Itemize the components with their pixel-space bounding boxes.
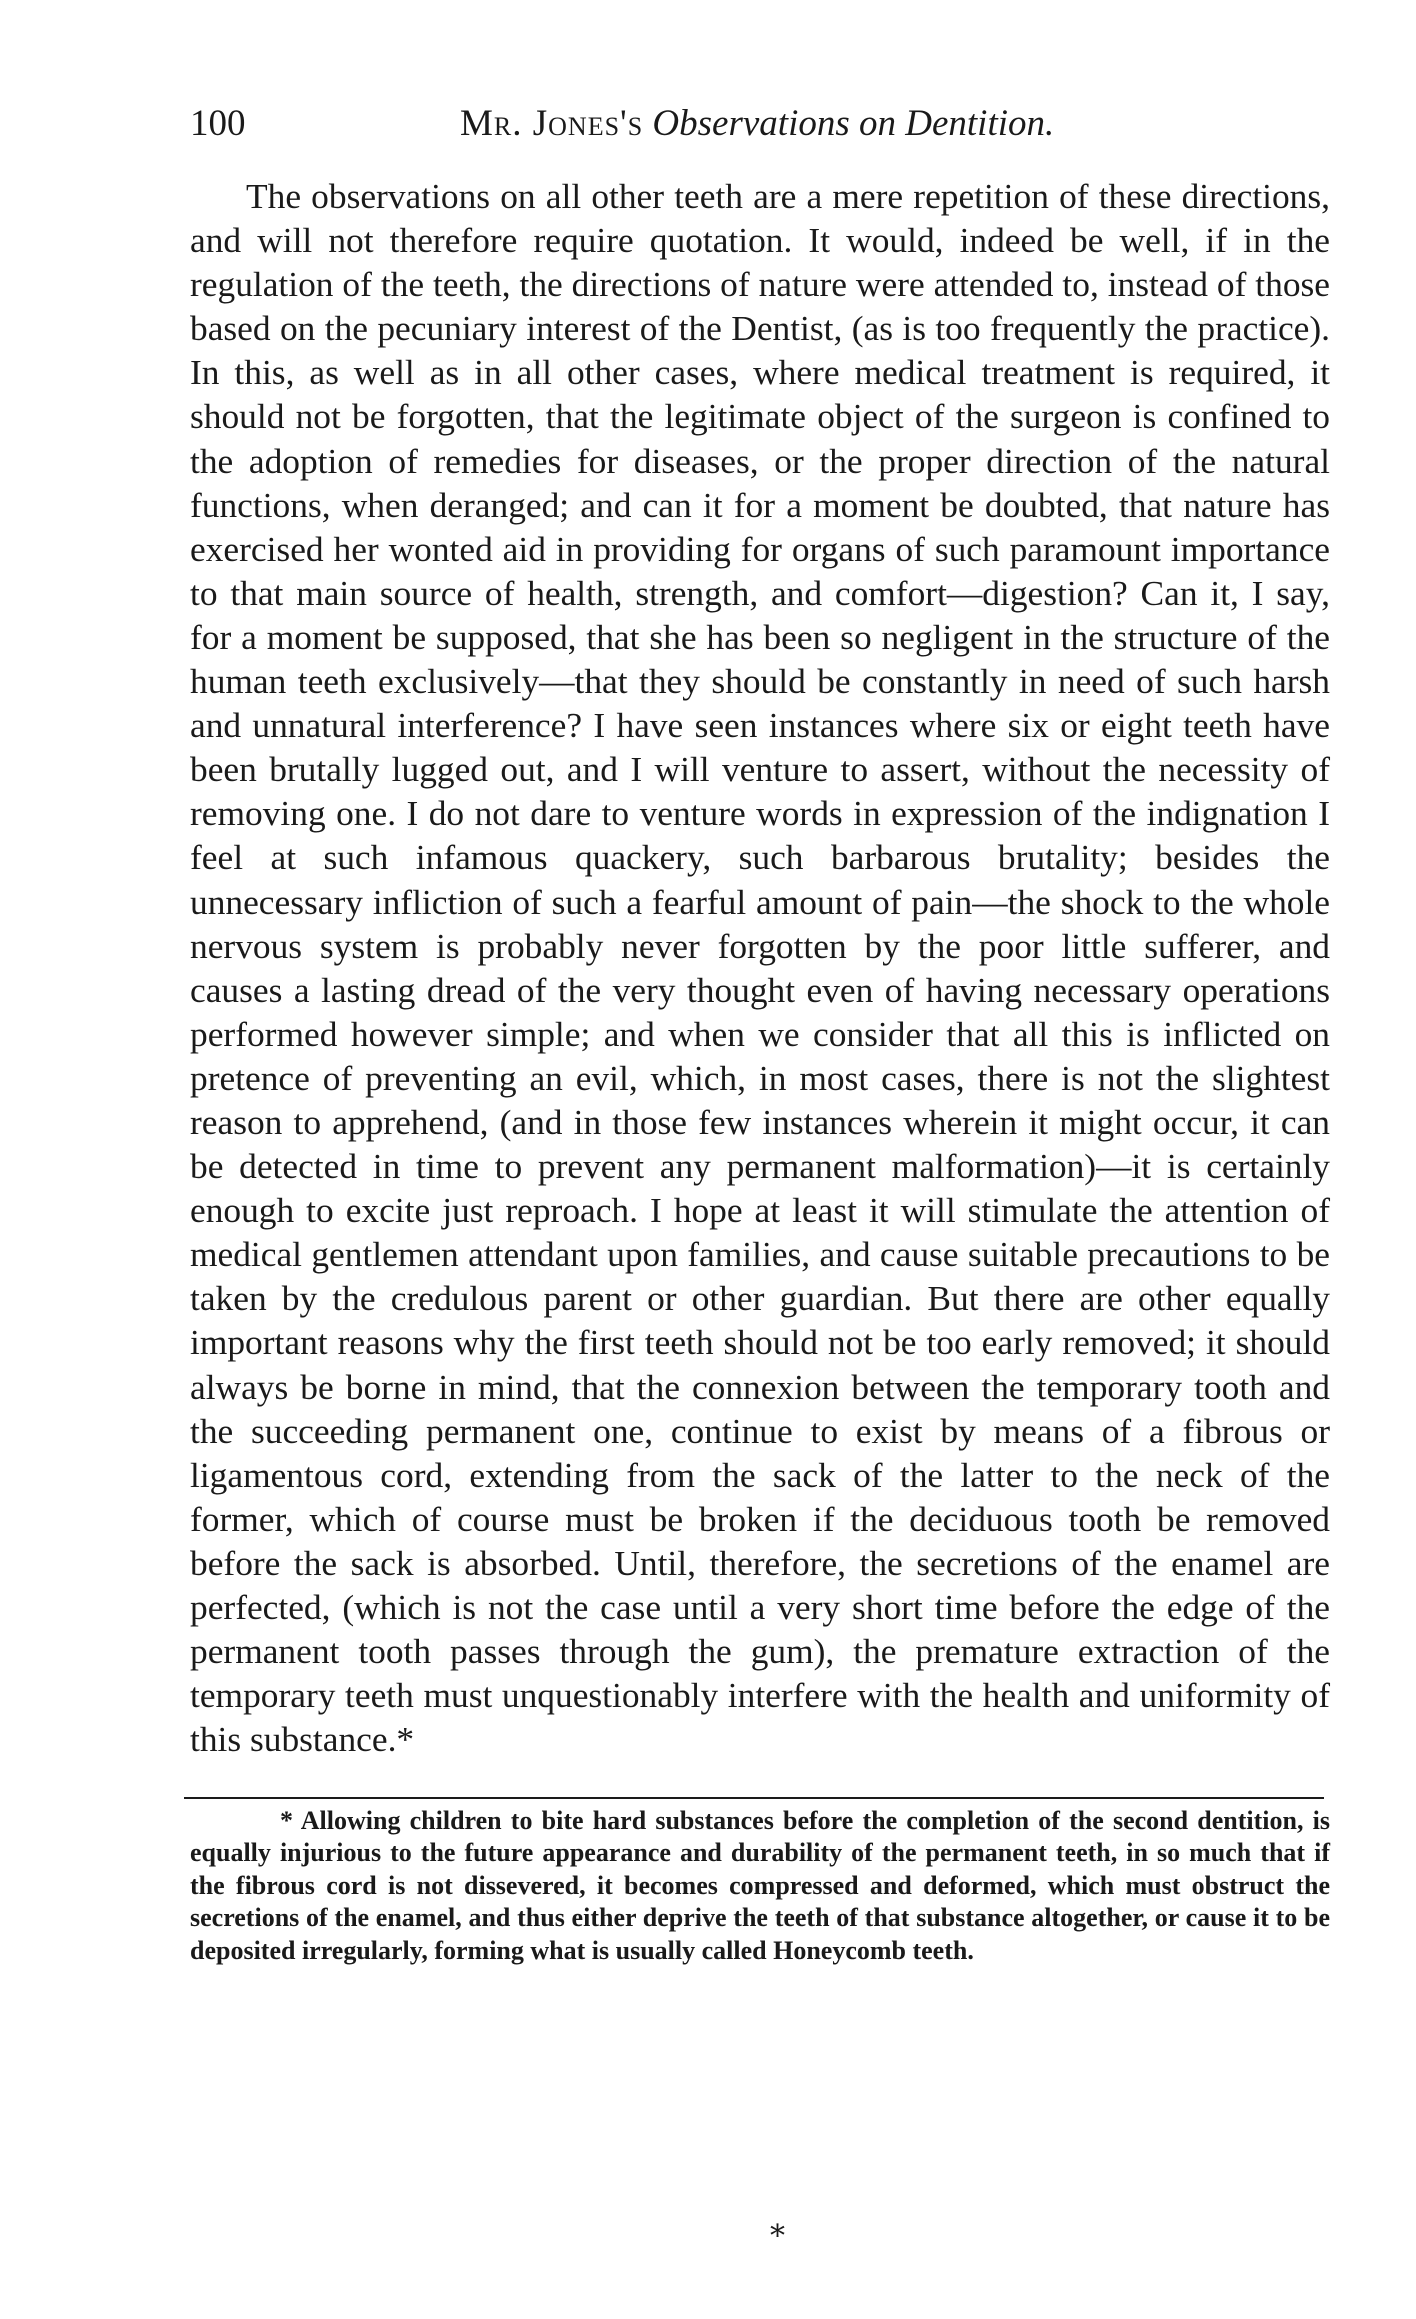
printer-mark-icon: ⁎ [770, 2210, 785, 2243]
running-head [190, 96, 1330, 152]
footnote-rule [184, 1797, 1324, 1799]
page-number: 100 [190, 103, 246, 144]
document-page [190, 96, 1330, 1993]
running-title [460, 96, 1054, 152]
running-title-author: Mr. Jones's [460, 103, 644, 144]
body-paragraph: The observations on all other teeth are a mere repetition of these directions, and will not therefore require quotation. It would, indeed be well, if in the regulation of the teeth, the directions of nature were attended to, instead of those based on the pecuniary interest of the Dentist, (as is too frequently the practice). In this, as well as in all other cases, where medical treatment is required, it should not be forgotten, that the legitimate object of the surgeon is confined to the adoption of remedies for diseases, or the proper direction of the natural functions, when deranged; and can it for a moment be doubted, that nature has exercised her wonted aid in providing for organs of such paramount importance to that main source of health, strength, and comfort—digestion? Can it, I say, for a moment be supposed, that she has been so negligent in the structure of the human teeth exclusively—that they should be constantly in need of such harsh and unnatural interference? I have seen instances where six or eight teeth have been brutally lugged out, and I will venture to assert, without the necessity of removing one. I do not dare to venture words in expression of the indignation I feel at such infamous quackery, such barbarous brutality; besides the unnecessary infliction of such a fearful amount of pain—the shock to the whole nervous system is probably never forgotten by the poor little sufferer, and causes a lasting dread of the very thought even of having necessary operations performed however simple; and when we consider that all this is inflicted on pretence of preventing an evil, which, in most cases, there is not the slightest reason to apprehend, (and in those few instances wherein it might occur, it can be detected in time to prevent any permanent malformation)—it is certainly enough to excite just reproach. I hope at least it will stimulate the attention of medical gentlemen attendant upon families, and cause suitable precautions to be taken by the credulous parent or other guardian. But there are other equally important reasons why the first teeth should not be too early removed; it should always be borne in mind, that the connexion between the temporary tooth and the succeeding permanent one, continue to exist by means of a fibrous or ligamentous cord, extending from the sack of the latter to the neck of the former, which of course must be broken if the deciduous tooth be removed before the sack is absorbed. Until, therefore, the secretions of the enamel are perfected, (which is not the case until a very short time before the edge of the permanent tooth passes through the gum), the premature extraction of the temporary teeth must unquestionably interfere with the health and uniformity of this substance.* [190, 176, 1330, 1760]
footnote: * Allowing children to bite hard substances before the completion of the second dentition, is equally injurious to the future appearance and durability of the permanent teeth, in so much that if the fibrous cord is not dissevered, it becomes compressed and deformed, which must obstruct the secretions of the enamel, and thus either deprive the teeth of that substance altogether, or cause it to be deposited irregularly, forming what is usually called Honeycomb teeth. [190, 1805, 1330, 1965]
running-title-work: Observations on Dentition. [652, 103, 1055, 144]
